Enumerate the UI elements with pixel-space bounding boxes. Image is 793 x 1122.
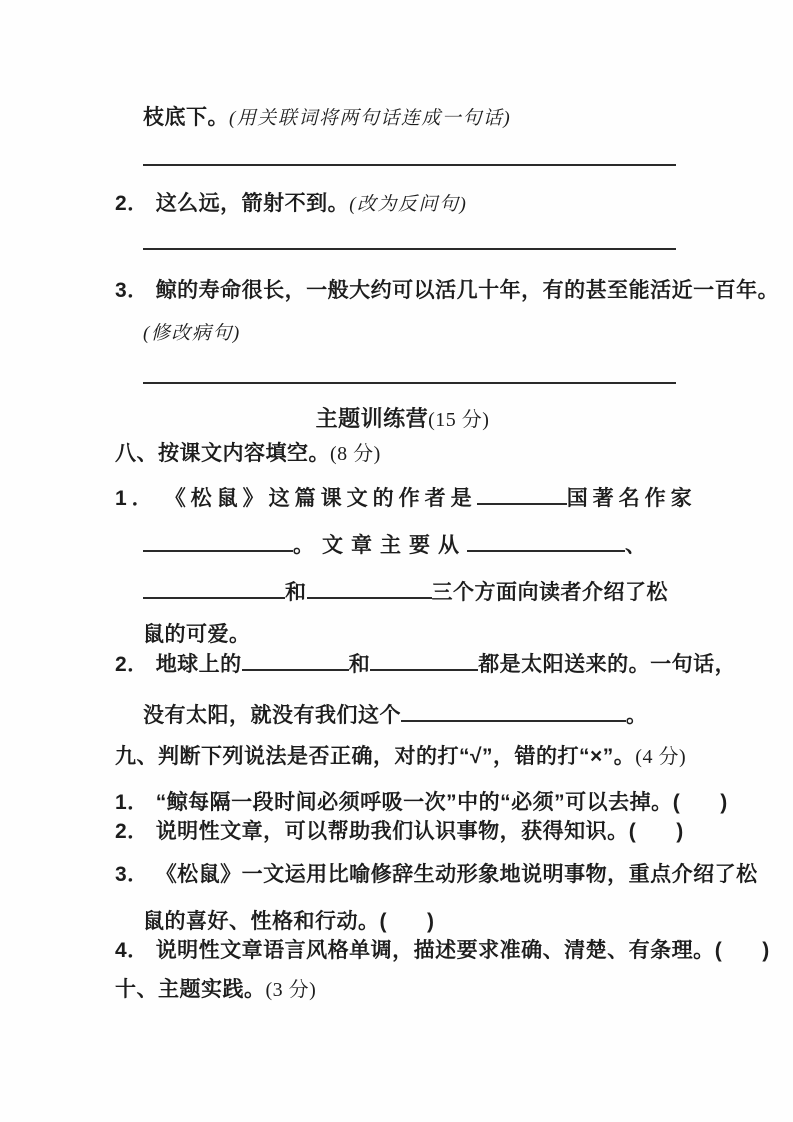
paren-close: ) — [427, 910, 435, 933]
section-8-label: 八、 — [115, 442, 158, 465]
section-9-item-3-line-1 — [115, 861, 758, 888]
rewrite-item-2-text: 这么远，箭射不到。 — [155, 192, 350, 215]
theme-banner — [115, 402, 690, 433]
item-number: 1． — [115, 487, 158, 510]
item-text: 《松鼠》一文运用比喻修辞生动形象地说明事物，重点介绍了松 — [155, 863, 758, 886]
fill-blank — [477, 483, 567, 505]
rewrite-item-3-hint-line — [143, 319, 241, 347]
rewrite-carryover-hint: (用关联词将两句话连成一句话) — [229, 108, 512, 129]
section-10-title: 主题实践。 — [158, 978, 266, 1001]
rewrite-item-2 — [115, 190, 467, 218]
item-text: 、 — [625, 534, 654, 557]
answer-line-1 — [143, 164, 676, 166]
rewrite-item-3 — [115, 277, 779, 304]
item-number: 3． — [115, 279, 149, 302]
section-9-score: (4 分) — [635, 746, 687, 768]
item-text: 《松鼠》这篇课文的作者是 — [164, 487, 477, 510]
item-number: 3． — [115, 863, 149, 886]
section-8-item-1-line-4 — [143, 621, 251, 648]
section-9-item-1 — [115, 789, 728, 816]
paren-open: ( — [628, 820, 637, 843]
section-8-item-2-line-1 — [115, 649, 736, 678]
fill-blank — [307, 577, 432, 599]
section-8-item-2-line-2 — [143, 700, 648, 729]
paren-open: ( — [714, 939, 723, 962]
section-8-item-1-line-1 — [115, 483, 697, 512]
paren-close: ) — [676, 820, 684, 843]
section-10-label: 十、 — [115, 978, 158, 1001]
answer-paren — [380, 910, 435, 933]
item-number: 1． — [115, 791, 149, 814]
rewrite-item-3-hint: (修改病句) — [143, 323, 241, 344]
fill-blank — [467, 530, 625, 552]
item-number: 4． — [115, 939, 149, 962]
paren-close: ) — [720, 791, 728, 814]
rewrite-carryover-line — [143, 104, 511, 132]
item-text: 鼠的可爱。 — [143, 623, 251, 646]
fill-blank — [370, 649, 478, 671]
section-9-item-2 — [115, 818, 684, 845]
item-text: 说明性文章，可以帮助我们认识事物，获得知识。 — [155, 820, 629, 843]
item-text: 。 — [626, 704, 648, 727]
item-text: 和 — [348, 653, 371, 676]
section-8-title: 按课文内容填空。 — [158, 442, 330, 465]
answer-paren — [629, 820, 684, 843]
item-text: “鲸每隔一段时间必须呼吸一次”中的“必须”可以去掉。 — [155, 791, 673, 814]
answer-paren — [673, 791, 728, 814]
answer-line-2 — [143, 248, 676, 250]
item-number: 2． — [115, 653, 149, 676]
section-8-score: (8 分) — [330, 443, 381, 465]
item-text: 。文章主要从 — [293, 534, 467, 557]
section-9-item-4 — [115, 937, 770, 964]
section-10-header — [115, 976, 316, 1004]
item-number: 2． — [115, 192, 149, 215]
fill-blank — [401, 700, 626, 722]
item-text: 三个方面向读者介绍了松 — [431, 581, 668, 604]
item-text: 国著名作家 — [566, 487, 697, 510]
section-9-header — [115, 743, 686, 771]
fill-blank — [143, 577, 285, 599]
section-9-title: 判断下列说法是否正确，对的打“√”，错的打“×”。 — [158, 745, 636, 768]
section-8-item-1-line-3 — [143, 577, 668, 606]
paren-open: ( — [379, 910, 387, 933]
rewrite-item-3-text: 鲸的寿命很长，一般大约可以活几十年，有的甚至能活近一百年。 — [155, 279, 780, 302]
paren-open: ( — [672, 791, 681, 814]
item-text: 和 — [285, 581, 307, 604]
item-text: 鼠的喜好、性格和行动。 — [143, 910, 380, 933]
section-9-label: 九、 — [115, 745, 158, 768]
paren-close: ) — [762, 939, 770, 962]
fill-blank — [143, 530, 293, 552]
section-8-header — [115, 440, 381, 468]
item-number: 2． — [115, 820, 149, 843]
rewrite-carryover-text: 枝底下。 — [143, 106, 229, 129]
item-text: 地球上的 — [155, 653, 242, 676]
section-8-item-1-line-2 — [143, 530, 654, 559]
answer-paren — [715, 939, 770, 962]
answer-line-3 — [143, 382, 676, 384]
theme-banner-score: (15 分) — [428, 409, 490, 431]
item-text: 都是太阳送来的。一句话， — [478, 653, 737, 676]
fill-blank — [242, 649, 349, 671]
theme-banner-title: 主题训练营 — [315, 406, 429, 431]
item-text: 没有太阳，就没有我们这个 — [143, 704, 401, 727]
section-9-item-3-line-2 — [143, 908, 435, 935]
section-10-score: (3 分) — [265, 979, 317, 1001]
item-text: 说明性文章语言风格单调，描述要求准确、清楚、有条理。 — [155, 939, 715, 962]
rewrite-item-2-hint: (改为反问句) — [349, 194, 468, 215]
